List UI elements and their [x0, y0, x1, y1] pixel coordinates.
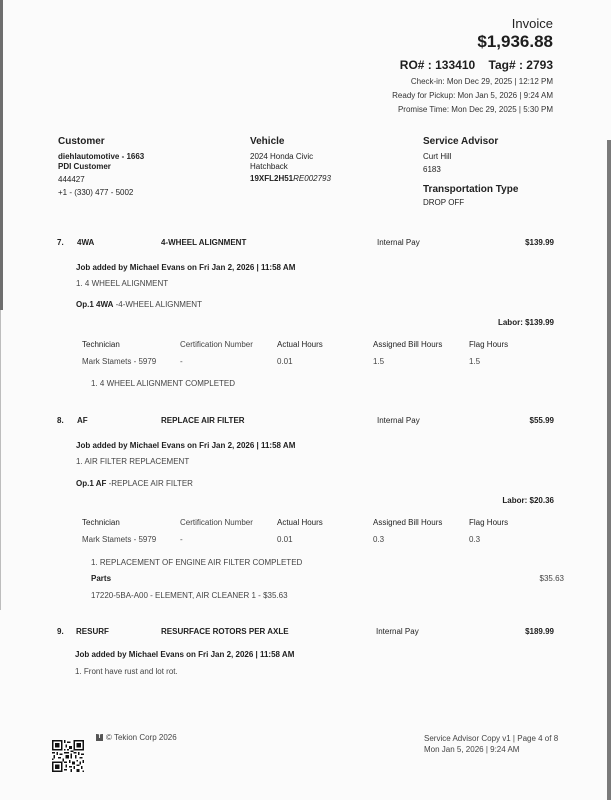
job-pay-type: Internal Pay: [376, 627, 419, 636]
tech-flag-hours: 1.5: [469, 357, 481, 366]
operation: [76, 479, 193, 488]
job-concern: 1. 4 WHEEL ALIGNMENT: [76, 279, 169, 288]
tech-bill-hours: 0.3: [373, 535, 385, 544]
check-in-time: Check-in: Mon Dec 29, 2025 | 12:12 PM: [410, 77, 553, 86]
customer-type: PDI Customer: [58, 162, 111, 171]
service-advisor-label: Service Advisor: [423, 136, 499, 147]
op-code: Op.1 AF: [76, 479, 107, 488]
tech-name: Mark Stamets - 5979: [82, 357, 157, 366]
job-title: 4-WHEEL ALIGNMENT: [161, 238, 247, 247]
scan-edge-right: [607, 140, 611, 800]
tech-bill-hours: 1.5: [373, 357, 385, 366]
operation: [76, 300, 202, 309]
tech-certification: -: [180, 357, 183, 366]
tekion-logo-icon: T: [97, 734, 102, 740]
job-amount: $55.99: [529, 416, 554, 425]
th-technician: Technician: [82, 518, 120, 527]
vehicle-body: Hatchback: [250, 162, 288, 171]
tech-actual-hours: 0.01: [277, 535, 293, 544]
job-concern: 1. AIR FILTER REPLACEMENT: [76, 457, 190, 466]
th-flag-hours: Flag Hours: [469, 518, 509, 527]
job-amount: $139.99: [525, 238, 554, 247]
qr-code: [52, 740, 84, 772]
customer-id: 444427: [58, 175, 85, 184]
copyright: © Tekion Corp 2026: [106, 733, 177, 742]
invoice-title: Invoice: [511, 16, 553, 31]
vehicle-vin: [250, 174, 331, 183]
service-advisor-name: Curt Hill: [423, 152, 452, 161]
op-description: -4-WHEEL ALIGNMENT: [115, 300, 202, 309]
th-assigned-bill-hours: Assigned Bill Hours: [373, 340, 443, 349]
th-assigned-bill-hours: Assigned Bill Hours: [373, 518, 443, 527]
promise-time: Promise Time: Mon Dec 29, 2025 | 5:30 PM: [397, 105, 553, 114]
job-number: 7.: [57, 238, 64, 247]
job-code: RESURF: [76, 627, 109, 636]
printed-timestamp: Mon Jan 5, 2026 | 9:24 AM: [424, 745, 520, 754]
service-advisor-id: 6183: [423, 165, 441, 174]
invoice-total: $1,936.88: [477, 32, 553, 51]
vehicle-label: Vehicle: [250, 136, 285, 147]
vin-prefix: 19XFL2H51: [250, 174, 294, 183]
customer-label: Customer: [58, 136, 105, 147]
tech-name: Mark Stamets - 5979: [82, 535, 157, 544]
op-description: -REPLACE AIR FILTER: [108, 479, 193, 488]
customer-name: diehlautomotive - 1663: [58, 152, 145, 161]
ready-for-pickup-time: Ready for Pickup: Mon Jan 5, 2026 | 9:24 AM: [392, 91, 553, 100]
job-code: AF: [77, 416, 88, 425]
copy-page-info: Service Advisor Copy v1 | Page 4 of 8: [424, 734, 559, 743]
th-technician: Technician: [82, 340, 120, 349]
job-story: 1. 4 WHEEL ALIGNMENT COMPLETED: [91, 379, 236, 388]
job-story: 1. REPLACEMENT OF ENGINE AIR FILTER COMPLETED: [91, 558, 303, 567]
job-title: REPLACE AIR FILTER: [161, 416, 245, 425]
scan-edge-left: [0, 0, 3, 310]
job-title: RESURFACE ROTORS PER AXLE: [161, 627, 289, 636]
th-actual-hours: Actual Hours: [277, 518, 323, 527]
job-number: 9.: [57, 627, 64, 636]
th-flag-hours: Flag Hours: [469, 340, 509, 349]
transportation-label: Transportation Type: [423, 184, 519, 195]
job-number: 8.: [57, 416, 64, 425]
tech-actual-hours: 0.01: [277, 357, 293, 366]
customer-phone: +1 - (330) 477 - 5002: [58, 188, 134, 197]
job-concern: 1. Front have rust and lot rot.: [75, 667, 178, 676]
job-amount: $189.99: [525, 627, 554, 636]
job-added-by: Job added by Michael Evans on Fri Jan 2, 2026 | 11:58 AM: [75, 650, 295, 659]
vehicle-model: 2024 Honda Civic: [250, 152, 314, 161]
transportation-value: DROP OFF: [423, 198, 465, 207]
th-certification: Certification Number: [180, 340, 253, 349]
job-added-by: Job added by Michael Evans on Fri Jan 2, 2026 | 11:58 AM: [76, 441, 296, 450]
scan-edge-left-lower: [0, 310, 1, 610]
job-added-by: Job added by Michael Evans on Fri Jan 2, 2026 | 11:58 AM: [76, 263, 296, 272]
ro-tag-numbers: RO# : 133410 Tag# : 2793: [399, 58, 553, 72]
job-pay-type: Internal Pay: [377, 416, 420, 425]
job-code: 4WA: [77, 238, 95, 247]
parts-label: Parts: [91, 574, 112, 583]
op-code: Op.1 4WA: [76, 300, 114, 309]
vin-suffix: RE002793: [293, 174, 331, 183]
parts-total: $35.63: [539, 574, 564, 583]
part-line: 17220-5BA-A00 - ELEMENT, AIR CLEANER 1 - $35.63: [91, 591, 288, 600]
tech-flag-hours: 0.3: [469, 535, 481, 544]
tech-certification: -: [180, 535, 183, 544]
labor-amount: Labor: $20.36: [502, 496, 554, 505]
th-certification: Certification Number: [180, 518, 253, 527]
labor-amount: Labor: $139.99: [497, 318, 554, 327]
job-pay-type: Internal Pay: [377, 238, 420, 247]
th-actual-hours: Actual Hours: [277, 340, 323, 349]
